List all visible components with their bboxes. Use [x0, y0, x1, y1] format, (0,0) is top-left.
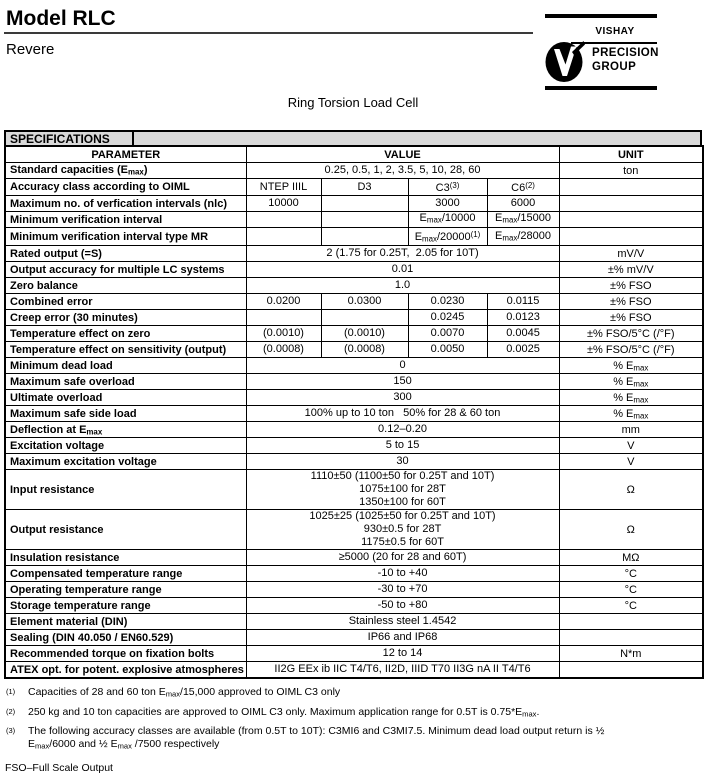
- spec-row: [5, 630, 703, 646]
- value-cell: 0.0200: [246, 294, 321, 310]
- fso-abbreviation-note: FSO–Full Scale Output: [5, 761, 113, 774]
- vishay-precision-group-logo: [542, 14, 657, 90]
- spec-row: [5, 310, 703, 326]
- spec-row: [5, 326, 703, 342]
- value-cell: Stainless steel 1.4542: [246, 614, 559, 630]
- value-cell: 0.0245: [408, 310, 487, 326]
- logo-bottom-bar: [545, 86, 657, 90]
- unit-header: UNIT: [559, 146, 703, 163]
- value-cell: II2G EEx ib IIC T4/T6, II2D, IIID T70 II3G nA II T4/T6: [246, 662, 559, 679]
- unit-cell: °C: [559, 566, 703, 582]
- unit-cell: Ω: [559, 470, 703, 510]
- value-cell: 2 (1.75 for 0.25T, 2.05 for 10T): [246, 246, 559, 262]
- spec-row: [5, 374, 703, 390]
- logo-top-bar: [545, 14, 657, 18]
- spec-row: [5, 422, 703, 438]
- value-cell: [321, 310, 408, 326]
- value-cell: -10 to +40: [246, 566, 559, 582]
- specifications-header-bar: [4, 130, 702, 145]
- value-cell: 0.25, 0.5, 1, 2, 3.5, 5, 10, 28, 60: [246, 163, 559, 179]
- value-cell: [246, 310, 321, 326]
- value-header: VALUE: [246, 146, 559, 163]
- value-cell: 0: [246, 358, 559, 374]
- parameter-cell: Standard capacities $(E_{max})$: [5, 163, 246, 179]
- spec-row: [5, 662, 703, 679]
- parameter-cell: Maximum safe overload: [5, 374, 246, 390]
- unit-cell: [559, 662, 703, 679]
- parameter-cell: Temperature effect on sensitivity (output): [5, 342, 246, 358]
- footnote-text: 250 kg and 10 ton capacities are approved to OIML C3 only. Maximum application range for 0.5T is $0.75*E_{max}$.: [28, 705, 540, 719]
- value-cell: NTEP IIIL: [246, 179, 321, 196]
- value-cell: C3$^{(3)}$: [408, 179, 487, 196]
- parameter-cell: Sealing (DIN 40.050 / EN60.529): [5, 630, 246, 646]
- parameter-cell: Excitation voltage: [5, 438, 246, 454]
- footnotes: [6, 686, 706, 752]
- value-cell: 5 to 15: [246, 438, 559, 454]
- value-cell: 0.12–0.20: [246, 422, 559, 438]
- vishay-v-icon: [545, 40, 585, 88]
- parameter-cell: Ultimate overload: [5, 390, 246, 406]
- parameter-cell: Recommended torque on fixation bolts: [5, 646, 246, 662]
- value-cell: (0.0010): [321, 326, 408, 342]
- unit-cell: [559, 630, 703, 646]
- value-cell: 12 to 14: [246, 646, 559, 662]
- spec-row: [5, 454, 703, 470]
- value-cell: 0.0050: [408, 342, 487, 358]
- value-cell: 0.0123: [487, 310, 559, 326]
- value-cell: 6000: [487, 196, 559, 212]
- spec-row: [5, 278, 703, 294]
- unit-cell: [559, 196, 703, 212]
- unit-cell: % $E_{max}$: [559, 390, 703, 406]
- footnote-marker: (3): [6, 726, 16, 736]
- unit-cell: ±% FSO/5°C (/°F): [559, 326, 703, 342]
- specifications-table: [4, 145, 704, 679]
- parameter-cell: Compensated temperature range: [5, 566, 246, 582]
- parameter-cell: Storage temperature range: [5, 598, 246, 614]
- unit-cell: ±% FSO: [559, 294, 703, 310]
- value-cell: [246, 228, 321, 246]
- unit-cell: ±% FSO/5°C (/°F): [559, 342, 703, 358]
- value-cell: 0.0070: [408, 326, 487, 342]
- parameter-cell: Zero balance: [5, 278, 246, 294]
- spec-row: [5, 510, 703, 550]
- unit-cell: [559, 179, 703, 196]
- spec-row: [5, 262, 703, 278]
- unit-cell: % $E_{max}$: [559, 406, 703, 422]
- parameter-cell: Minimum verification interval type MR: [5, 228, 246, 246]
- unit-cell: [559, 212, 703, 228]
- parameter-cell: Maximum no. of verfication intervals (nlc): [5, 196, 246, 212]
- footnote-marker: (1): [6, 687, 16, 697]
- value-cell: 0.01: [246, 262, 559, 278]
- parameter-cell: Operating temperature range: [5, 582, 246, 598]
- parameter-cell: Input resistance: [5, 470, 246, 510]
- parameter-cell: Deflection at $E_{max}$: [5, 422, 246, 438]
- value-cell: 3000: [408, 196, 487, 212]
- value-cell: 10000: [246, 196, 321, 212]
- value-cell: $E_{max}/28000$: [487, 228, 559, 246]
- value-cell: [321, 228, 408, 246]
- product-title: Ring Torsion Load Cell: [287, 95, 419, 110]
- value-cell: (0.0008): [246, 342, 321, 358]
- logo-precision-text: PRECISION: [592, 47, 659, 59]
- spec-row: [5, 438, 703, 454]
- parameter-cell: Output accuracy for multiple LC systems: [5, 262, 246, 278]
- unit-cell: N*m: [559, 646, 703, 662]
- parameter-cell: Maximum safe side load: [5, 406, 246, 422]
- unit-cell: °C: [559, 598, 703, 614]
- parameter-cell: Creep error (30 minutes): [5, 310, 246, 326]
- parameter-header: PARAMETER: [5, 146, 246, 163]
- brand-subtitle: Revere: [6, 41, 55, 58]
- footnote: [6, 706, 706, 720]
- value-cell: 0.0025: [487, 342, 559, 358]
- page-title: Model RLC: [6, 7, 116, 30]
- unit-cell: ±% FSO: [559, 310, 703, 326]
- value-cell: [321, 212, 408, 228]
- spec-row: [5, 406, 703, 422]
- spec-row: [5, 179, 703, 196]
- value-cell: 0.0045: [487, 326, 559, 342]
- footnote-text: The following accuracy classes are available (from 0.5T to 10T): C3MI6 and C3MI7.5. Minimum dead load output return is ½ $E_{max}/6000$ and ½ $E_{max}$ /7500 respectively: [28, 725, 605, 751]
- unit-cell: V: [559, 438, 703, 454]
- parameter-cell: Output resistance: [5, 510, 246, 550]
- spec-row: [5, 163, 703, 179]
- spec-row: [5, 342, 703, 358]
- specifications-title: SPECIFICATIONS: [6, 132, 134, 145]
- footnote: [6, 686, 706, 700]
- spec-row: [5, 294, 703, 310]
- spec-row: [5, 212, 703, 228]
- parameter-cell: Insulation resistance: [5, 550, 246, 566]
- title-divider: [4, 32, 533, 34]
- unit-cell: mm: [559, 422, 703, 438]
- spec-row: [5, 358, 703, 374]
- spec-row: [5, 582, 703, 598]
- parameter-cell: Element material (DIN): [5, 614, 246, 630]
- logo-vishay-text: VISHAY: [595, 26, 635, 37]
- value-cell: 1025±25 (1025±50 for 0.25T and 10T) 930±0.5 for 28T 1175±0.5 for 60T: [246, 510, 559, 550]
- parameter-cell: Minimum verification interval: [5, 212, 246, 228]
- spec-row: [5, 228, 703, 246]
- unit-cell: MΩ: [559, 550, 703, 566]
- parameter-cell: ATEX opt. for potent. explosive atmospheres: [5, 662, 246, 679]
- value-cell: (0.0008): [321, 342, 408, 358]
- parameter-cell: Combined error: [5, 294, 246, 310]
- footnote: [6, 725, 706, 752]
- parameter-cell: Rated output (=S): [5, 246, 246, 262]
- value-cell: 300: [246, 390, 559, 406]
- value-cell: ≥5000 (20 for 28 and 60T): [246, 550, 559, 566]
- spec-row: [5, 598, 703, 614]
- unit-cell: ton: [559, 163, 703, 179]
- unit-cell: ±% mV/V: [559, 262, 703, 278]
- value-cell: 100% up to 10 ton 50% for 28 & 60 ton: [246, 406, 559, 422]
- unit-cell: % $E_{max}$: [559, 358, 703, 374]
- unit-cell: ±% FSO: [559, 278, 703, 294]
- value-cell: -30 to +70: [246, 582, 559, 598]
- table-header-row: [5, 146, 703, 163]
- footnote-text: Capacities of 28 and 60 ton $E_{max}/15,000$ approved to OIML C3 only: [28, 686, 341, 699]
- value-cell: [246, 212, 321, 228]
- parameter-cell: Minimum dead load: [5, 358, 246, 374]
- value-cell: [321, 196, 408, 212]
- value-cell: 1.0: [246, 278, 559, 294]
- unit-cell: % $E_{max}$: [559, 374, 703, 390]
- specifications-section: [4, 130, 702, 679]
- value-cell: 30: [246, 454, 559, 470]
- unit-cell: V: [559, 454, 703, 470]
- logo-group-text: GROUP: [592, 61, 637, 73]
- spec-row: [5, 246, 703, 262]
- spec-row: [5, 196, 703, 212]
- spec-row: [5, 614, 703, 630]
- spec-row: [5, 470, 703, 510]
- value-cell: C6$^{(2)}$: [487, 179, 559, 196]
- value-cell: $E_{max}/15000$: [487, 212, 559, 228]
- spec-row: [5, 566, 703, 582]
- value-cell: -50 to +80: [246, 598, 559, 614]
- value-cell: 150: [246, 374, 559, 390]
- unit-cell: °C: [559, 582, 703, 598]
- parameter-cell: Temperature effect on zero: [5, 326, 246, 342]
- value-cell: 0.0300: [321, 294, 408, 310]
- spec-row: [5, 646, 703, 662]
- spec-row: [5, 390, 703, 406]
- unit-cell: mV/V: [559, 246, 703, 262]
- unit-cell: [559, 228, 703, 246]
- value-cell: 0.0230: [408, 294, 487, 310]
- unit-cell: [559, 614, 703, 630]
- value-cell: 1110±50 (1100±50 for 0.25T and 10T) 1075±100 for 28T 1350±100 for 60T: [246, 470, 559, 510]
- parameter-cell: Maximum excitation voltage: [5, 454, 246, 470]
- value-cell: (0.0010): [246, 326, 321, 342]
- footnote-marker: (2): [6, 706, 16, 716]
- spec-row: [5, 550, 703, 566]
- unit-cell: Ω: [559, 510, 703, 550]
- value-cell: D3: [321, 179, 408, 196]
- parameter-cell: Accuracy class according to OIML: [5, 179, 246, 196]
- value-cell: IP66 and IP68: [246, 630, 559, 646]
- value-cell: 0.0115: [487, 294, 559, 310]
- value-cell: $E_{max}/20000^{(1)}$: [408, 228, 487, 246]
- value-cell: $E_{max}/10000$: [408, 212, 487, 228]
